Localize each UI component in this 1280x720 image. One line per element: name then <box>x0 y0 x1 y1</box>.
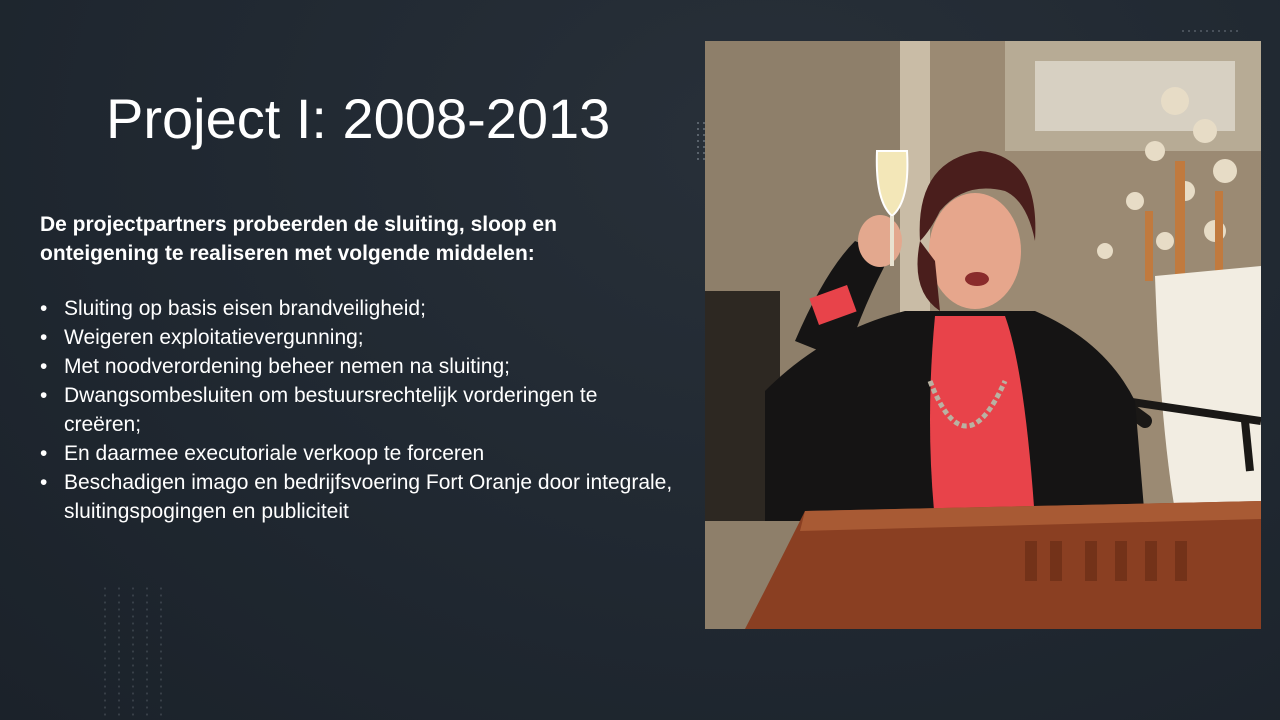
bullet-list <box>40 294 680 526</box>
list-item: • Beschadigen imago en bedrijfsvoering Fort Oranje door integrale, sluitingspogingen en publiciteit <box>40 468 680 526</box>
photo-woman-toast-podium <box>705 41 1261 629</box>
decorative-dot-grid <box>1180 28 1240 36</box>
list-item: • Weigeren exploitatievergunning; <box>40 323 680 352</box>
list-item: • En daarmee executoriale verkoop te forceren <box>40 439 680 468</box>
photo-illustration <box>705 41 1261 629</box>
slide-title: Project I: 2008-2013 <box>106 87 611 150</box>
list-item: • Dwangsombesluiten om bestuursrechtelijk vorderingen te creëren; <box>40 381 680 439</box>
intro-text: De projectpartners probeerden de sluiting, sloop en onteigening te realiseren met volgende middelen: <box>40 213 557 265</box>
list-item: • Met noodverordening beheer nemen na sluiting; <box>40 352 680 381</box>
decorative-dot-grid <box>98 585 168 720</box>
list-item: • Sluiting op basis eisen brandveiligheid; <box>40 294 680 323</box>
